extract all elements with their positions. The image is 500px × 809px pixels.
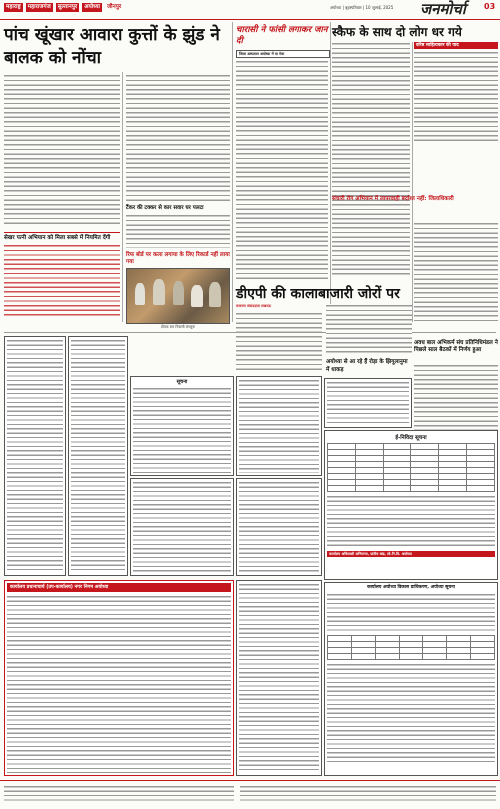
sidebar-heading-1: वरिष्ठ साहित्यकार की याद	[414, 42, 498, 49]
notice-left-2	[68, 336, 128, 576]
authority-notice	[324, 582, 498, 776]
tanker-body	[126, 214, 230, 248]
authority-title: कार्यालय अयोध्या विकास प्राधिकरण, अयोध्या सूचना	[367, 585, 455, 590]
notice-mid-3	[324, 378, 412, 428]
tender-table	[327, 443, 495, 492]
nav-item[interactable]: अयोध्या	[84, 4, 100, 10]
notice-left-1	[4, 336, 66, 576]
notice-title: सूचना	[176, 379, 188, 385]
middle-body-1	[236, 312, 322, 372]
sidebar-body-1	[414, 51, 498, 143]
tender-title: ई-निविदा सूचना	[395, 435, 427, 441]
notice-bottom-mid	[236, 580, 322, 776]
column-rule	[330, 22, 331, 312]
left-box-headline: सेखर पत्नी अभियान को मिला सबसे में नियमित देंगी	[4, 235, 111, 241]
tender-footer-bar: कार्यालय अधिशासी अभियन्ता, प्रांतीय खंड, लो.नि.वि. अयोध्या	[327, 551, 495, 557]
brand-logo: जनमोर्चा	[420, 0, 466, 18]
authority-table	[327, 635, 495, 660]
photo-caption: दीपक राम निवासी बंगलुरू	[160, 325, 196, 329]
left-box-body	[4, 244, 120, 316]
notice-mid-4	[130, 478, 234, 576]
nav-item[interactable]: सुल्तानपुर	[57, 4, 78, 10]
date-line: अयोध्या | बृहस्पतिवार | 10 जुलाई, 2025	[330, 5, 394, 10]
nav-item[interactable]: महाराजगंज	[27, 4, 51, 10]
lead-headline: पांच खूंखार आवारा कुत्तों के झुंड ने बालक को नोंचा	[4, 25, 220, 68]
notice-mid-2	[236, 376, 322, 476]
story3-headline: स्कैफ के साथ दो लोग धर गये	[332, 25, 462, 39]
lead-body-right	[126, 74, 230, 202]
lead-body-left	[4, 74, 120, 226]
sidebar-heading-2: संचारी रोग अभियान में लापरवाही बर्दाश्त नहीं: जिलाधिकारी	[332, 196, 454, 202]
masthead	[0, 0, 500, 20]
tender-notice	[324, 430, 498, 580]
col2-headline: चारासी ने फांसी लगाकर जान दी	[236, 25, 328, 46]
notice-mid-1	[130, 376, 234, 476]
nigam-notice	[4, 580, 234, 776]
photo-headline: रिफ बोर्ड पर कला लगाया के लिए रिकार्ड नहीं लाया गया	[126, 252, 230, 265]
school-headline: अवध बाल अभिकर्म संघ प्रतिनिधिमंडल ने पिछले साल बैठकों में निर्णय हुआ	[414, 340, 498, 353]
middle-body-2	[326, 304, 412, 356]
notice-mid-5	[236, 478, 322, 576]
col2-tag: जिला अस्पताल अयोध्या में या गेस्ट	[236, 50, 330, 58]
column-rule	[232, 22, 233, 322]
section-nav	[4, 3, 123, 12]
sidebar-body-3	[414, 222, 498, 322]
col2-body	[236, 60, 328, 282]
middle-kicker: रामायण संवाददाता लखनऊ	[236, 304, 272, 308]
nigam-title: कार्यालय प्रधानाचार्य (उप-कार्यालय) नगर निगम अयोध्या	[7, 583, 231, 592]
middle-headline: डीएपी की कालाबाजारी जोरों पर	[236, 286, 400, 302]
column-rule	[122, 72, 123, 322]
news-photo	[126, 268, 230, 324]
tanker-headline: टैंकर की टक्कर से कार सवार घर पलटा	[126, 205, 204, 211]
left-red-box	[4, 232, 120, 324]
page-number: 03	[484, 2, 496, 11]
nav-item[interactable]: महाराष्ट्र	[6, 4, 21, 10]
nav-item[interactable]: जौनपुर	[106, 4, 122, 10]
page-footer	[0, 780, 500, 809]
middle-subhead: अयोध्या से आ रहे हैं रोड़ा के झिगूलानुमा में धाकड़	[326, 359, 408, 373]
